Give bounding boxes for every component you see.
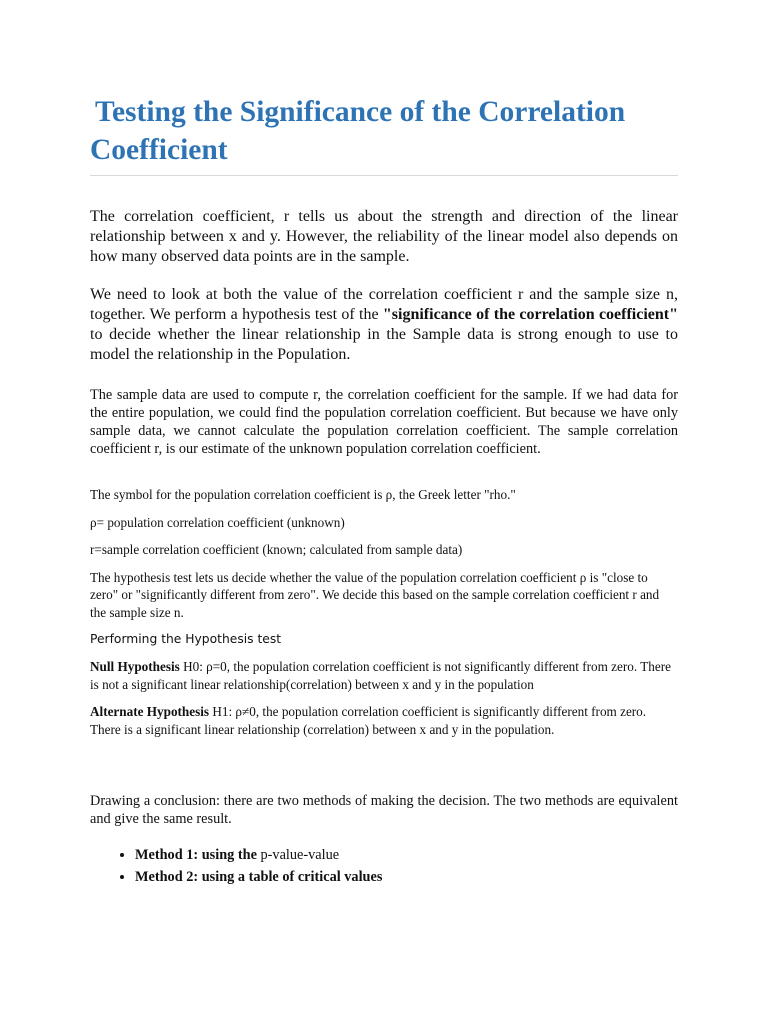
rho-symbol-paragraph: The symbol for the population correlation coefficient is ρ, the Greek letter "rho." — [90, 487, 516, 502]
alternate-hypothesis-text: H1: ρ≠0, the population correlation coefficient is significantly different from zero. There is a significant linear relationship (correlation) between x and y in the population. — [90, 704, 647, 737]
significance-term: "significance of the correlation coefficient" — [382, 306, 679, 323]
null-hypothesis-label: Null Hypothesis — [90, 659, 180, 674]
r-definition: r=sample correlation coefficient (known; calculated from sample data) — [90, 542, 463, 557]
methods-list — [90, 844, 678, 888]
method-1-normal: p-value-value — [260, 847, 340, 863]
section-heading: Performing the Hypothesis test — [90, 632, 282, 646]
sample-size-paragraph — [90, 285, 678, 365]
sample-size-text-before: We need to look at both the value of the correlation coefficient r and the sample size n, together. We perform a hypothesis test of the — [90, 286, 678, 323]
method-2-bold: Method 2: using a table of critical values — [135, 869, 383, 885]
null-hypothesis-text: H0: ρ=0, the population correlation coefficient is not significantly different from zero. There is not a significant linear relationship(correlation) between x and y in the population — [90, 659, 671, 692]
intro-paragraph: The correlation coefficient, r tells us about the strength and direction of the linear relationship between x and y. However, the reliability of the linear model also depends on how many observed data points are in the sample. — [90, 208, 678, 265]
list-item — [135, 866, 678, 888]
list-item — [135, 844, 678, 866]
rho-definition: ρ= population correlation coefficient (unknown) — [90, 514, 345, 530]
hypothesis-test-paragraph: The hypothesis test lets us decide whether the value of the population correlation coefficient ρ is "close to zero" or "significantly different from zero". We decide this based on the sample correlation coefficient r and the sample size n. — [90, 569, 660, 620]
alternate-hypothesis — [90, 703, 678, 738]
page-title: Testing the Significance of the Correlation Coefficient — [90, 96, 626, 166]
method-1-bold: Method 1: using the — [135, 847, 261, 863]
sample-data-paragraph: The sample data are used to compute r, the correlation coefficient for the sample. If we had data for the entire population, we could find the population correlation coefficient. But because we have only sample data, we cannot calculate the population correlation coefficient. The sample correlation coefficient r, is our estimate of the unknown population correlation coefficient. — [90, 387, 678, 457]
sample-size-text-after: to decide whether the linear relationship in the Sample data is strong enough to use to model the relationship in the Population. — [90, 326, 678, 363]
title-divider — [90, 175, 678, 176]
conclusion-paragraph: Drawing a conclusion: there are two methods of making the decision. The two methods are equivalent and give the same result. — [90, 793, 678, 827]
null-hypothesis — [90, 658, 678, 693]
alternate-hypothesis-label: Alternate Hypothesis — [90, 704, 210, 719]
